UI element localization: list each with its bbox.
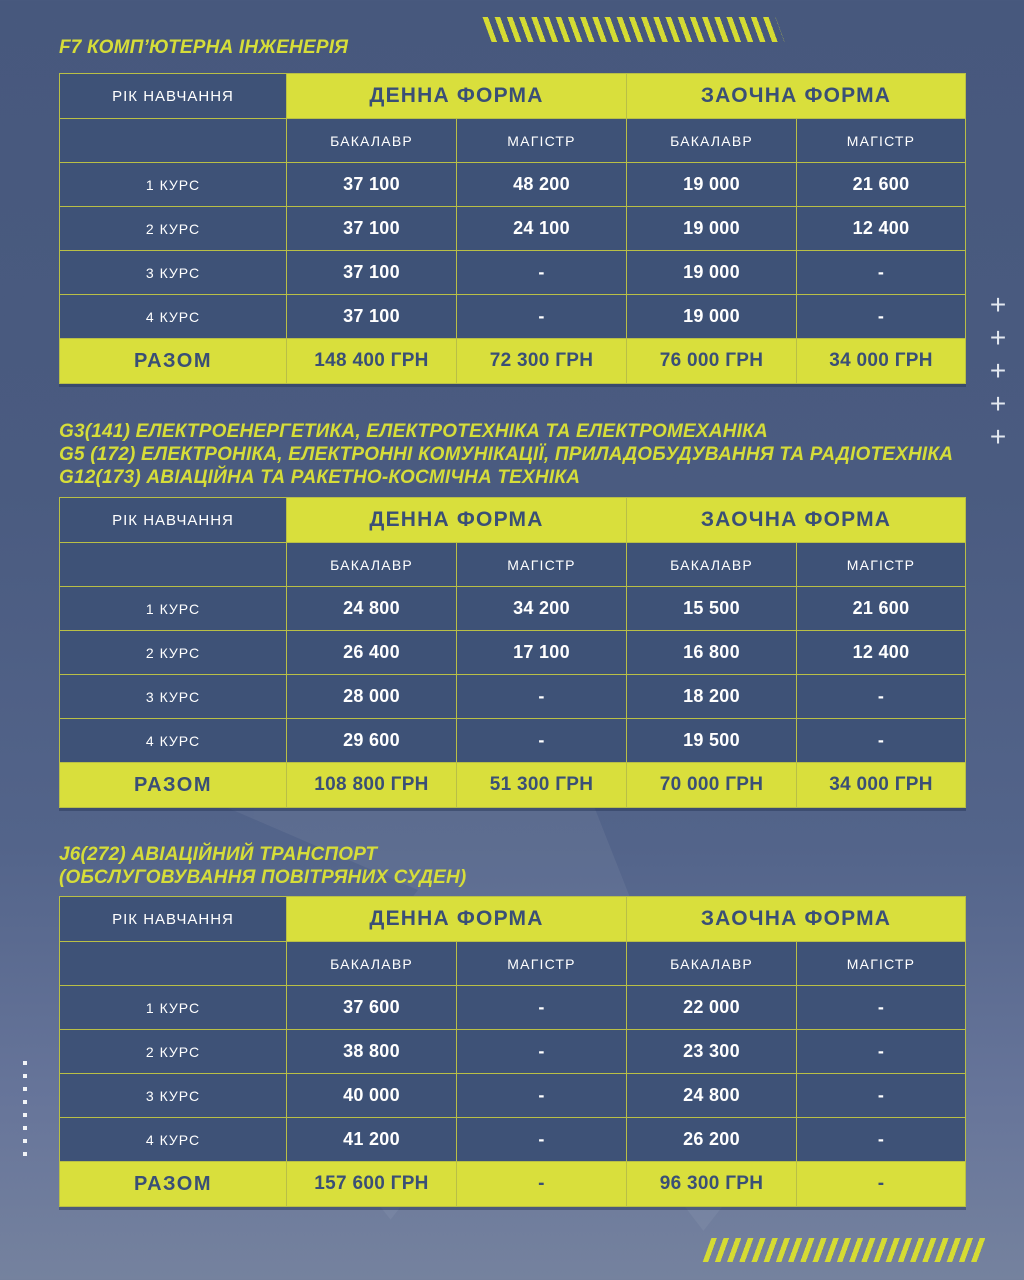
value-cell: -: [457, 986, 627, 1030]
plus-marks-decoration: [984, 289, 1012, 452]
value-cell: 37 100: [287, 163, 457, 207]
master-subheader-cell: МАГІСТР: [797, 119, 966, 163]
total-row: [60, 1162, 966, 1207]
table-row: [60, 163, 966, 207]
value-cell: 24 800: [627, 1074, 797, 1118]
plus-icon: +: [989, 421, 1007, 452]
total-value-cell: 157 600 ГРН: [287, 1162, 457, 1207]
dot-icon: [23, 1100, 27, 1104]
fulltime-header-cell: ДЕННА ФОРМА: [287, 897, 627, 942]
value-cell: 18 200: [627, 675, 797, 719]
value-cell: 16 800: [627, 631, 797, 675]
tuition-table: [59, 73, 966, 384]
value-cell: 21 600: [797, 587, 966, 631]
total-value-cell: 34 000 ГРН: [797, 763, 966, 808]
parttime-header-cell: ЗАОЧНА ФОРМА: [627, 897, 966, 942]
value-cell: 37 100: [287, 251, 457, 295]
course-label-cell: 4 КУРС: [60, 295, 287, 339]
bachelor-subheader-cell: БАКАЛАВР: [627, 942, 797, 986]
course-label-cell: 1 КУРС: [60, 587, 287, 631]
value-cell: 22 000: [627, 986, 797, 1030]
table-row: [60, 986, 966, 1030]
value-cell: 29 600: [287, 719, 457, 763]
parttime-header-cell: ЗАОЧНА ФОРМА: [627, 498, 966, 543]
value-cell: 12 400: [797, 207, 966, 251]
year-header-cell: РІК НАВЧАННЯ: [60, 74, 287, 119]
section-title-line: (ОБСЛУГОВУВАННЯ ПОВІТРЯНИХ СУДЕН): [59, 867, 467, 888]
dot-icon: [23, 1139, 27, 1143]
tuition-table: [59, 896, 966, 1207]
total-value-cell: 51 300 ГРН: [457, 763, 627, 808]
value-cell: -: [797, 986, 966, 1030]
course-label-cell: 4 КУРС: [60, 1118, 287, 1162]
master-subheader-cell: МАГІСТР: [797, 543, 966, 587]
value-cell: -: [797, 675, 966, 719]
section-title-line: G5 (172) ЕЛЕКТРОНІКА, ЕЛЕКТРОННІ КОМУНІКАЦІЇ, ПРИЛАДОБУДУВАННЯ ТА РАДІОТЕХНІКА: [59, 444, 954, 465]
table-subheader-row: [60, 942, 966, 986]
value-cell: 28 000: [287, 675, 457, 719]
value-cell: -: [797, 251, 966, 295]
value-cell: -: [797, 719, 966, 763]
bachelor-subheader-cell: БАКАЛАВР: [627, 119, 797, 163]
table-row: [60, 1030, 966, 1074]
table-row: [60, 1074, 966, 1118]
total-value-cell: 148 400 ГРН: [287, 339, 457, 384]
table-header-row: [60, 498, 966, 543]
hazard-stripes-bottom-icon: [703, 1238, 992, 1262]
total-value-cell: -: [797, 1162, 966, 1207]
value-cell: 26 200: [627, 1118, 797, 1162]
course-label-cell: 2 КУРС: [60, 631, 287, 675]
section-title: [59, 420, 965, 489]
table-row: [60, 1118, 966, 1162]
bachelor-subheader-cell: БАКАЛАВР: [287, 942, 457, 986]
bachelor-subheader-cell: БАКАЛАВР: [627, 543, 797, 587]
total-value-cell: 76 000 ГРН: [627, 339, 797, 384]
value-cell: -: [797, 1118, 966, 1162]
value-cell: 19 500: [627, 719, 797, 763]
empty-cell: [60, 942, 287, 986]
value-cell: -: [457, 1030, 627, 1074]
table-row: [60, 675, 966, 719]
dot-icon: [23, 1126, 27, 1130]
plus-icon: +: [989, 355, 1007, 386]
year-header-cell: РІК НАВЧАННЯ: [60, 498, 287, 543]
value-cell: -: [457, 251, 627, 295]
value-cell: 41 200: [287, 1118, 457, 1162]
dot-icon: [23, 1113, 27, 1117]
empty-cell: [60, 543, 287, 587]
value-cell: 19 000: [627, 295, 797, 339]
master-subheader-cell: МАГІСТР: [797, 942, 966, 986]
fulltime-header-cell: ДЕННА ФОРМА: [287, 74, 627, 119]
course-label-cell: 3 КУРС: [60, 675, 287, 719]
section-title: [59, 843, 965, 889]
value-cell: 21 600: [797, 163, 966, 207]
value-cell: 24 100: [457, 207, 627, 251]
value-cell: 19 000: [627, 163, 797, 207]
total-label-cell: РАЗОМ: [60, 1162, 287, 1207]
fulltime-header-cell: ДЕННА ФОРМА: [287, 498, 627, 543]
section-electro-engineering: [59, 420, 965, 808]
value-cell: 37 600: [287, 986, 457, 1030]
total-value-cell: -: [457, 1162, 627, 1207]
value-cell: 40 000: [287, 1074, 457, 1118]
table-subheader-row: [60, 543, 966, 587]
value-cell: -: [457, 719, 627, 763]
master-subheader-cell: МАГІСТР: [457, 942, 627, 986]
value-cell: 15 500: [627, 587, 797, 631]
value-cell: 37 100: [287, 295, 457, 339]
table-row: [60, 295, 966, 339]
plus-icon: +: [989, 289, 1007, 320]
total-row: [60, 763, 966, 808]
total-value-cell: 72 300 ГРН: [457, 339, 627, 384]
table-row: [60, 207, 966, 251]
dot-icon: [23, 1061, 27, 1065]
plus-icon: +: [989, 322, 1007, 353]
section-aviation-transport: [59, 843, 965, 1207]
total-value-cell: 34 000 ГРН: [797, 339, 966, 384]
total-label-cell: РАЗОМ: [60, 763, 287, 808]
value-cell: 19 000: [627, 207, 797, 251]
value-cell: -: [457, 1118, 627, 1162]
content-area: [59, 0, 965, 1207]
bachelor-subheader-cell: БАКАЛАВР: [287, 543, 457, 587]
course-label-cell: 1 КУРС: [60, 986, 287, 1030]
bachelor-subheader-cell: БАКАЛАВР: [287, 119, 457, 163]
table-row: [60, 631, 966, 675]
value-cell: 17 100: [457, 631, 627, 675]
value-cell: 38 800: [287, 1030, 457, 1074]
master-subheader-cell: МАГІСТР: [457, 543, 627, 587]
value-cell: 23 300: [627, 1030, 797, 1074]
section-title-line: G3(141) ЕЛЕКТРОЕНЕРГЕТИКА, ЕЛЕКТРОТЕХНІКА ТА ЕЛЕКТРОМЕХАНІКА: [59, 421, 768, 442]
table-header-row: [60, 897, 966, 942]
course-label-cell: 2 КУРС: [60, 1030, 287, 1074]
plus-icon: +: [989, 388, 1007, 419]
total-value-cell: 70 000 ГРН: [627, 763, 797, 808]
value-cell: 34 200: [457, 587, 627, 631]
total-row: [60, 339, 966, 384]
table-row: [60, 587, 966, 631]
parttime-header-cell: ЗАОЧНА ФОРМА: [627, 74, 966, 119]
value-cell: -: [457, 1074, 627, 1118]
course-label-cell: 2 КУРС: [60, 207, 287, 251]
section-title-line: J6(272) АВІАЦІЙНИЙ ТРАНСПОРТ: [59, 844, 378, 865]
table-header-row: [60, 74, 966, 119]
value-cell: 37 100: [287, 207, 457, 251]
value-cell: -: [797, 1074, 966, 1118]
section-title-line: F7 КОМП’ЮТЕРНА ІНЖЕНЕРІЯ: [59, 37, 349, 58]
dot-icon: [23, 1087, 27, 1091]
table-subheader-row: [60, 119, 966, 163]
section-title: [59, 36, 965, 59]
master-subheader-cell: МАГІСТР: [457, 119, 627, 163]
course-label-cell: 4 КУРС: [60, 719, 287, 763]
empty-cell: [60, 119, 287, 163]
total-value-cell: 96 300 ГРН: [627, 1162, 797, 1207]
year-header-cell: РІК НАВЧАННЯ: [60, 897, 287, 942]
total-value-cell: 108 800 ГРН: [287, 763, 457, 808]
value-cell: 26 400: [287, 631, 457, 675]
value-cell: 48 200: [457, 163, 627, 207]
table-row: [60, 719, 966, 763]
course-label-cell: 3 КУРС: [60, 251, 287, 295]
total-label-cell: РАЗОМ: [60, 339, 287, 384]
table-row: [60, 251, 966, 295]
value-cell: 12 400: [797, 631, 966, 675]
value-cell: -: [797, 295, 966, 339]
tuition-table: [59, 497, 966, 808]
section-title-line: G12(173) АВІАЦІЙНА ТА РАКЕТНО-КОСМІЧНА ТЕХНІКА: [59, 467, 581, 488]
value-cell: -: [457, 675, 627, 719]
value-cell: 24 800: [287, 587, 457, 631]
value-cell: 19 000: [627, 251, 797, 295]
course-label-cell: 3 КУРС: [60, 1074, 287, 1118]
course-label-cell: 1 КУРС: [60, 163, 287, 207]
section-computer-engineering: [59, 36, 965, 384]
dot-icon: [23, 1074, 27, 1078]
value-cell: -: [797, 1030, 966, 1074]
dot-icon: [23, 1152, 27, 1156]
value-cell: -: [457, 295, 627, 339]
dotted-line-decoration: [23, 1061, 27, 1156]
